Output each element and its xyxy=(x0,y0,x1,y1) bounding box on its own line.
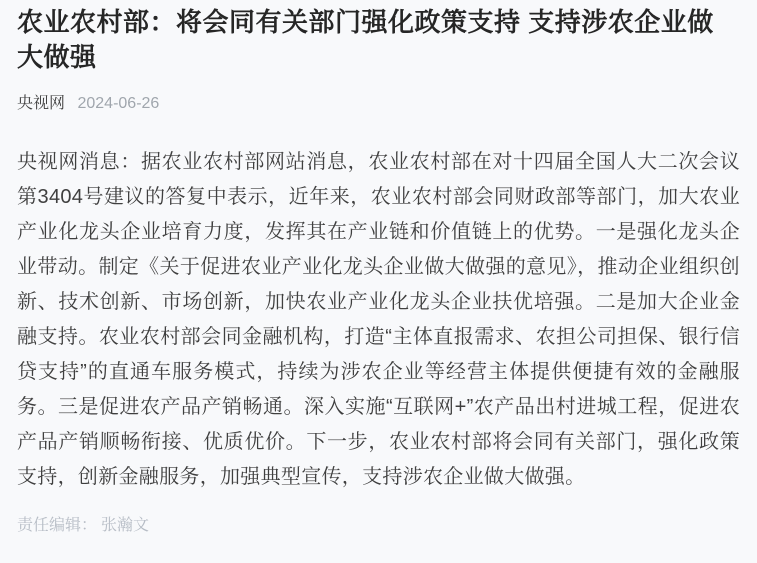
article-title: 农业农村部：将会同有关部门强化政策支持 支持涉农企业做大做强 xyxy=(17,7,714,72)
article-body: 央视网消息：据农业农村部网站消息，农业农村部在对十四届全国人大二次会议第3404号建议的答复中表示，近年来，农业农村部会同财政部等部门，加大农业产业化龙头企业培育力度，发挥其在产业链和价值链上的优势。一是强化龙头企业带动。制定《关于促进农业产业化龙头企业做大做强的意见》，推动企业组织创新、技术创新、市场创新，加快农业产业化龙头企业扶优培强。二是加大企业金融支持。农业农村部会同金融机构，打造“主体直报需求、农担公司担保、银行信贷支持”的直通车服务模式，持续为涉农企业等经营主体提供便捷有效的金融服务。三是促进农产品产销畅通。深入实施“互联网+”农产品出村进城工程，促进农产品产销顺畅衔接、优质优价。下一步，农业农村部将会同有关部门，强化政策支持，创新金融服务，加强典型宣传，支持涉农企业做大做强。 xyxy=(17,151,740,488)
publish-date: 2024-06-26 xyxy=(77,95,160,112)
editor-line xyxy=(17,515,740,537)
editor-label: 责任编辑： xyxy=(17,517,98,534)
source-name: 央视网 xyxy=(17,95,66,112)
editor-name: 张瀚文 xyxy=(101,517,150,534)
article-meta xyxy=(17,93,740,115)
article xyxy=(0,5,757,537)
